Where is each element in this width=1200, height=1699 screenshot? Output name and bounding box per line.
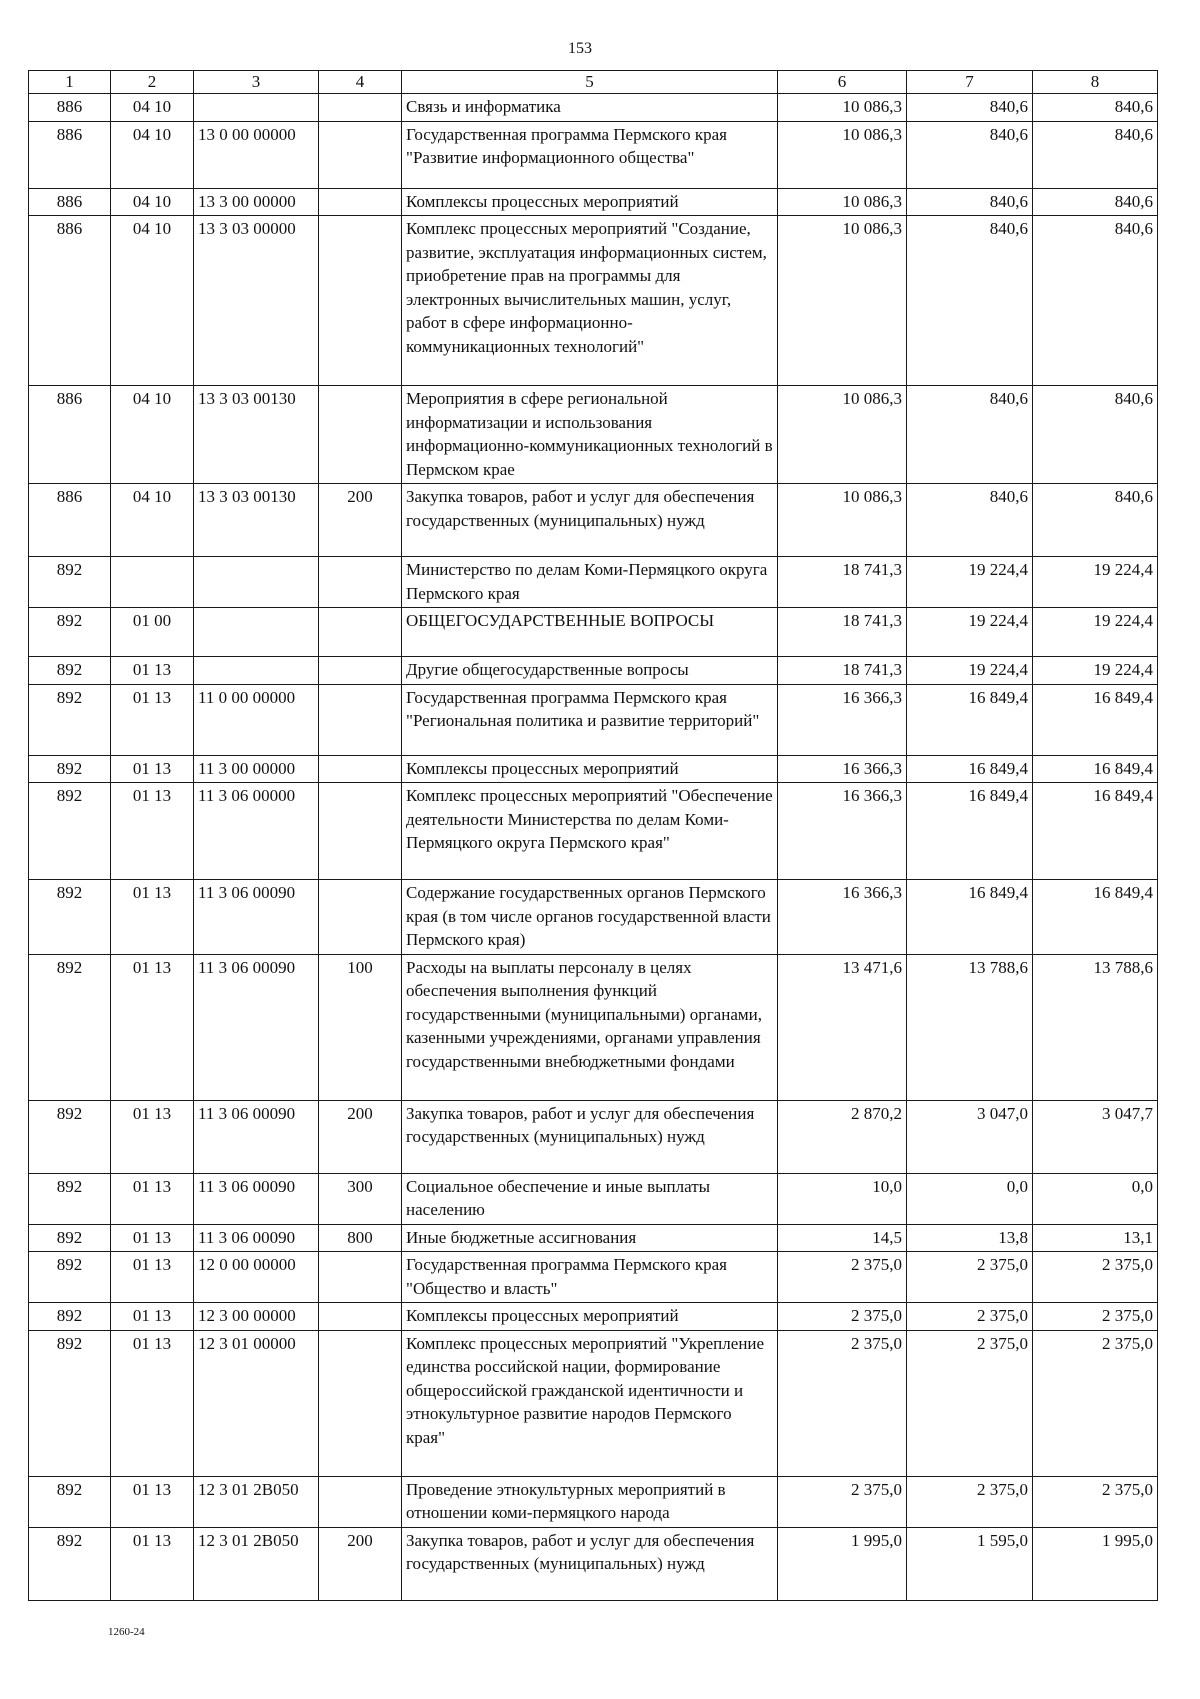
cell-section-code: 01 13 <box>111 880 194 955</box>
cell-amount-col6: 2 870,2 <box>778 1100 907 1173</box>
cell-admin-code: 892 <box>29 954 111 1100</box>
cell-amount-col6: 16 366,3 <box>778 755 907 783</box>
cell-admin-code: 892 <box>29 880 111 955</box>
cell-section-code: 01 13 <box>111 1173 194 1224</box>
table-row <box>29 121 1158 188</box>
cell-description: ОБЩЕГОСУДАРСТВЕННЫЕ ВОПРОСЫ <box>402 608 778 657</box>
cell-amount-col7: 19 224,4 <box>907 557 1033 608</box>
table-row <box>29 1527 1158 1600</box>
cell-expense-type <box>319 755 402 783</box>
cell-amount-col8: 840,6 <box>1033 484 1158 557</box>
cell-target-article: 11 3 06 00090 <box>194 1173 319 1224</box>
cell-target-article: 13 3 03 00130 <box>194 484 319 557</box>
cell-admin-code: 892 <box>29 684 111 755</box>
table-row <box>29 1252 1158 1303</box>
cell-description: Комплекс процессных мероприятий "Обеспечение деятельности Министерства по делам Коми-Пермяцкого округа Пермского края" <box>402 783 778 880</box>
cell-section-code: 01 13 <box>111 657 194 685</box>
table-row <box>29 608 1158 657</box>
cell-amount-col6: 16 366,3 <box>778 684 907 755</box>
cell-section-code: 01 13 <box>111 1476 194 1527</box>
cell-description: Другие общегосударственные вопросы <box>402 657 778 685</box>
column-header: 2 <box>111 71 194 94</box>
cell-amount-col7: 13 788,6 <box>907 954 1033 1100</box>
table-row <box>29 954 1158 1100</box>
cell-admin-code: 892 <box>29 1224 111 1252</box>
table-row <box>29 216 1158 386</box>
cell-amount-col8: 2 375,0 <box>1033 1330 1158 1476</box>
cell-amount-col7: 0,0 <box>907 1173 1033 1224</box>
cell-amount-col6: 1 995,0 <box>778 1527 907 1600</box>
cell-section-code: 04 10 <box>111 386 194 484</box>
cell-amount-col6: 2 375,0 <box>778 1303 907 1331</box>
cell-section-code: 01 13 <box>111 1224 194 1252</box>
cell-target-article: 11 3 06 00090 <box>194 1224 319 1252</box>
cell-expense-type <box>319 216 402 386</box>
cell-section-code: 01 13 <box>111 1330 194 1476</box>
table-row <box>29 94 1158 122</box>
cell-description: Государственная программа Пермского края "Региональная политика и развитие территорий" <box>402 684 778 755</box>
cell-expense-type <box>319 557 402 608</box>
cell-amount-col7: 840,6 <box>907 188 1033 216</box>
cell-amount-col6: 14,5 <box>778 1224 907 1252</box>
cell-amount-col7: 13,8 <box>907 1224 1033 1252</box>
cell-amount-col7: 16 849,4 <box>907 684 1033 755</box>
table-row <box>29 1303 1158 1331</box>
cell-description: Социальное обеспечение и иные выплаты населению <box>402 1173 778 1224</box>
cell-amount-col6: 18 741,3 <box>778 657 907 685</box>
cell-amount-col6: 16 366,3 <box>778 783 907 880</box>
cell-target-article <box>194 608 319 657</box>
cell-expense-type <box>319 783 402 880</box>
cell-target-article: 11 3 06 00090 <box>194 1100 319 1173</box>
cell-description: Закупка товаров, работ и услуг для обеспечения государственных (муниципальных) нужд <box>402 1100 778 1173</box>
cell-section-code: 01 13 <box>111 1527 194 1600</box>
cell-admin-code: 886 <box>29 484 111 557</box>
cell-amount-col8: 16 849,4 <box>1033 755 1158 783</box>
table-row <box>29 755 1158 783</box>
cell-target-article: 12 3 01 2B050 <box>194 1476 319 1527</box>
cell-admin-code: 892 <box>29 783 111 880</box>
cell-amount-col7: 19 224,4 <box>907 657 1033 685</box>
cell-expense-type <box>319 684 402 755</box>
table-row <box>29 484 1158 557</box>
cell-expense-type: 800 <box>319 1224 402 1252</box>
cell-target-article: 11 3 06 00000 <box>194 783 319 880</box>
cell-amount-col6: 10 086,3 <box>778 216 907 386</box>
cell-amount-col8: 2 375,0 <box>1033 1476 1158 1527</box>
table-row <box>29 1476 1158 1527</box>
cell-amount-col7: 16 849,4 <box>907 880 1033 955</box>
cell-target-article: 13 0 00 00000 <box>194 121 319 188</box>
cell-expense-type <box>319 1252 402 1303</box>
cell-amount-col8: 16 849,4 <box>1033 783 1158 880</box>
cell-amount-col6: 10,0 <box>778 1173 907 1224</box>
cell-admin-code: 892 <box>29 557 111 608</box>
table-row <box>29 1173 1158 1224</box>
cell-amount-col7: 19 224,4 <box>907 608 1033 657</box>
cell-section-code: 04 10 <box>111 216 194 386</box>
cell-amount-col8: 13,1 <box>1033 1224 1158 1252</box>
cell-amount-col7: 2 375,0 <box>907 1303 1033 1331</box>
cell-amount-col7: 840,6 <box>907 386 1033 484</box>
cell-expense-type <box>319 1476 402 1527</box>
cell-section-code: 01 13 <box>111 1303 194 1331</box>
cell-amount-col7: 2 375,0 <box>907 1330 1033 1476</box>
cell-expense-type <box>319 188 402 216</box>
cell-amount-col6: 13 471,6 <box>778 954 907 1100</box>
cell-target-article: 12 3 01 00000 <box>194 1330 319 1476</box>
cell-description: Иные бюджетные ассигнования <box>402 1224 778 1252</box>
column-header: 4 <box>319 71 402 94</box>
cell-admin-code: 886 <box>29 188 111 216</box>
column-header: 5 <box>402 71 778 94</box>
cell-amount-col6: 2 375,0 <box>778 1476 907 1527</box>
cell-admin-code: 886 <box>29 121 111 188</box>
cell-expense-type: 200 <box>319 1100 402 1173</box>
cell-section-code: 04 10 <box>111 94 194 122</box>
table-row <box>29 1100 1158 1173</box>
cell-target-article: 11 3 06 00090 <box>194 954 319 1100</box>
cell-amount-col6: 10 086,3 <box>778 94 907 122</box>
cell-amount-col8: 840,6 <box>1033 188 1158 216</box>
cell-target-article: 13 3 00 00000 <box>194 188 319 216</box>
cell-expense-type <box>319 1330 402 1476</box>
cell-admin-code: 892 <box>29 657 111 685</box>
cell-description: Министерство по делам Коми-Пермяцкого округа Пермского края <box>402 557 778 608</box>
cell-amount-col7: 840,6 <box>907 216 1033 386</box>
cell-amount-col8: 16 849,4 <box>1033 684 1158 755</box>
cell-description: Мероприятия в сфере региональной информатизации и использования информационно-коммуникационных технологий в Пермском крае <box>402 386 778 484</box>
cell-amount-col6: 2 375,0 <box>778 1330 907 1476</box>
cell-description: Расходы на выплаты персоналу в целях обеспечения выполнения функций государственными (муниципальными) органами, казенными учреждениями, органами управления государственными внебюджетными фондами <box>402 954 778 1100</box>
cell-amount-col6: 10 086,3 <box>778 188 907 216</box>
cell-amount-col8: 1 995,0 <box>1033 1527 1158 1600</box>
cell-section-code: 04 10 <box>111 188 194 216</box>
table-row <box>29 386 1158 484</box>
cell-amount-col7: 840,6 <box>907 94 1033 122</box>
cell-section-code <box>111 557 194 608</box>
table-row <box>29 1224 1158 1252</box>
cell-section-code: 04 10 <box>111 484 194 557</box>
cell-amount-col8: 19 224,4 <box>1033 608 1158 657</box>
cell-expense-type <box>319 880 402 955</box>
cell-amount-col7: 840,6 <box>907 121 1033 188</box>
cell-expense-type: 200 <box>319 484 402 557</box>
cell-amount-col8: 19 224,4 <box>1033 557 1158 608</box>
cell-target-article: 11 3 06 00090 <box>194 880 319 955</box>
cell-description: Государственная программа Пермского края "Развитие информационного общества" <box>402 121 778 188</box>
cell-amount-col7: 840,6 <box>907 484 1033 557</box>
cell-description: Государственная программа Пермского края "Общество и власть" <box>402 1252 778 1303</box>
table-row <box>29 783 1158 880</box>
cell-description: Закупка товаров, работ и услуг для обеспечения государственных (муниципальных) нужд <box>402 484 778 557</box>
cell-target-article: 13 3 03 00130 <box>194 386 319 484</box>
cell-admin-code: 886 <box>29 216 111 386</box>
cell-expense-type: 100 <box>319 954 402 1100</box>
cell-amount-col8: 13 788,6 <box>1033 954 1158 1100</box>
cell-amount-col6: 10 086,3 <box>778 386 907 484</box>
cell-admin-code: 892 <box>29 1303 111 1331</box>
cell-admin-code: 892 <box>29 1527 111 1600</box>
cell-amount-col8: 19 224,4 <box>1033 657 1158 685</box>
cell-amount-col6: 18 741,3 <box>778 557 907 608</box>
cell-expense-type <box>319 608 402 657</box>
cell-expense-type: 200 <box>319 1527 402 1600</box>
column-header: 8 <box>1033 71 1158 94</box>
cell-section-code: 01 13 <box>111 1252 194 1303</box>
cell-admin-code: 892 <box>29 755 111 783</box>
cell-description: Комплексы процессных мероприятий <box>402 1303 778 1331</box>
cell-amount-col7: 2 375,0 <box>907 1476 1033 1527</box>
table-row <box>29 1330 1158 1476</box>
cell-amount-col6: 10 086,3 <box>778 484 907 557</box>
cell-description: Комплекс процессных мероприятий "Создание, развитие, эксплуатация информационных систем, приобретение прав на программы для электронных вычислительных машин, услуг, работ в сфере информационно-коммуникационных технологий" <box>402 216 778 386</box>
cell-target-article: 12 3 00 00000 <box>194 1303 319 1331</box>
cell-amount-col8: 840,6 <box>1033 216 1158 386</box>
cell-section-code: 04 10 <box>111 121 194 188</box>
cell-amount-col6: 10 086,3 <box>778 121 907 188</box>
cell-description: Комплексы процессных мероприятий <box>402 755 778 783</box>
budget-table <box>28 70 1158 1601</box>
cell-amount-col6: 2 375,0 <box>778 1252 907 1303</box>
cell-target-article: 11 3 00 00000 <box>194 755 319 783</box>
cell-amount-col8: 0,0 <box>1033 1173 1158 1224</box>
cell-description: Проведение этнокультурных мероприятий в отношении коми-пермяцкого народа <box>402 1476 778 1527</box>
cell-amount-col7: 2 375,0 <box>907 1252 1033 1303</box>
column-header: 3 <box>194 71 319 94</box>
cell-target-article <box>194 557 319 608</box>
table-row <box>29 657 1158 685</box>
cell-amount-col8: 3 047,7 <box>1033 1100 1158 1173</box>
cell-amount-col7: 1 595,0 <box>907 1527 1033 1600</box>
cell-amount-col6: 16 366,3 <box>778 880 907 955</box>
cell-amount-col8: 840,6 <box>1033 94 1158 122</box>
cell-expense-type <box>319 1303 402 1331</box>
cell-amount-col8: 2 375,0 <box>1033 1252 1158 1303</box>
cell-admin-code: 892 <box>29 1476 111 1527</box>
cell-section-code: 01 13 <box>111 783 194 880</box>
document-code: 1260-24 <box>108 1626 145 1638</box>
table-row <box>29 557 1158 608</box>
cell-admin-code: 892 <box>29 1173 111 1224</box>
cell-admin-code: 886 <box>29 386 111 484</box>
cell-target-article: 13 3 03 00000 <box>194 216 319 386</box>
cell-target-article: 11 0 00 00000 <box>194 684 319 755</box>
page-number: 153 <box>568 40 592 57</box>
cell-amount-col7: 16 849,4 <box>907 783 1033 880</box>
table-row <box>29 188 1158 216</box>
cell-description: Закупка товаров, работ и услуг для обеспечения государственных (муниципальных) нужд <box>402 1527 778 1600</box>
cell-target-article: 12 0 00 00000 <box>194 1252 319 1303</box>
cell-amount-col7: 16 849,4 <box>907 755 1033 783</box>
column-header: 7 <box>907 71 1033 94</box>
table-row <box>29 880 1158 955</box>
cell-expense-type <box>319 121 402 188</box>
cell-expense-type <box>319 657 402 685</box>
cell-admin-code: 892 <box>29 1252 111 1303</box>
cell-section-code: 01 13 <box>111 1100 194 1173</box>
cell-amount-col6: 18 741,3 <box>778 608 907 657</box>
cell-section-code: 01 00 <box>111 608 194 657</box>
cell-amount-col8: 840,6 <box>1033 121 1158 188</box>
cell-admin-code: 886 <box>29 94 111 122</box>
cell-admin-code: 892 <box>29 1100 111 1173</box>
cell-amount-col7: 3 047,0 <box>907 1100 1033 1173</box>
cell-target-article <box>194 657 319 685</box>
cell-description: Комплексы процессных мероприятий <box>402 188 778 216</box>
cell-admin-code: 892 <box>29 608 111 657</box>
cell-target-article: 12 3 01 2B050 <box>194 1527 319 1600</box>
cell-target-article <box>194 94 319 122</box>
cell-expense-type <box>319 386 402 484</box>
cell-section-code: 01 13 <box>111 684 194 755</box>
cell-admin-code: 892 <box>29 1330 111 1476</box>
cell-expense-type: 300 <box>319 1173 402 1224</box>
column-header: 6 <box>778 71 907 94</box>
column-header: 1 <box>29 71 111 94</box>
cell-expense-type <box>319 94 402 122</box>
table-header-row <box>29 71 1158 94</box>
cell-amount-col8: 16 849,4 <box>1033 880 1158 955</box>
cell-description: Связь и информатика <box>402 94 778 122</box>
cell-amount-col8: 840,6 <box>1033 386 1158 484</box>
cell-description: Комплекс процессных мероприятий "Укрепление единства российской нации, формирование общероссийской гражданской идентичности и этнокультурное развитие народов Пермского края" <box>402 1330 778 1476</box>
table-row <box>29 684 1158 755</box>
cell-amount-col8: 2 375,0 <box>1033 1303 1158 1331</box>
cell-section-code: 01 13 <box>111 954 194 1100</box>
cell-description: Содержание государственных органов Пермского края (в том числе органов государственной власти Пермского края) <box>402 880 778 955</box>
cell-section-code: 01 13 <box>111 755 194 783</box>
